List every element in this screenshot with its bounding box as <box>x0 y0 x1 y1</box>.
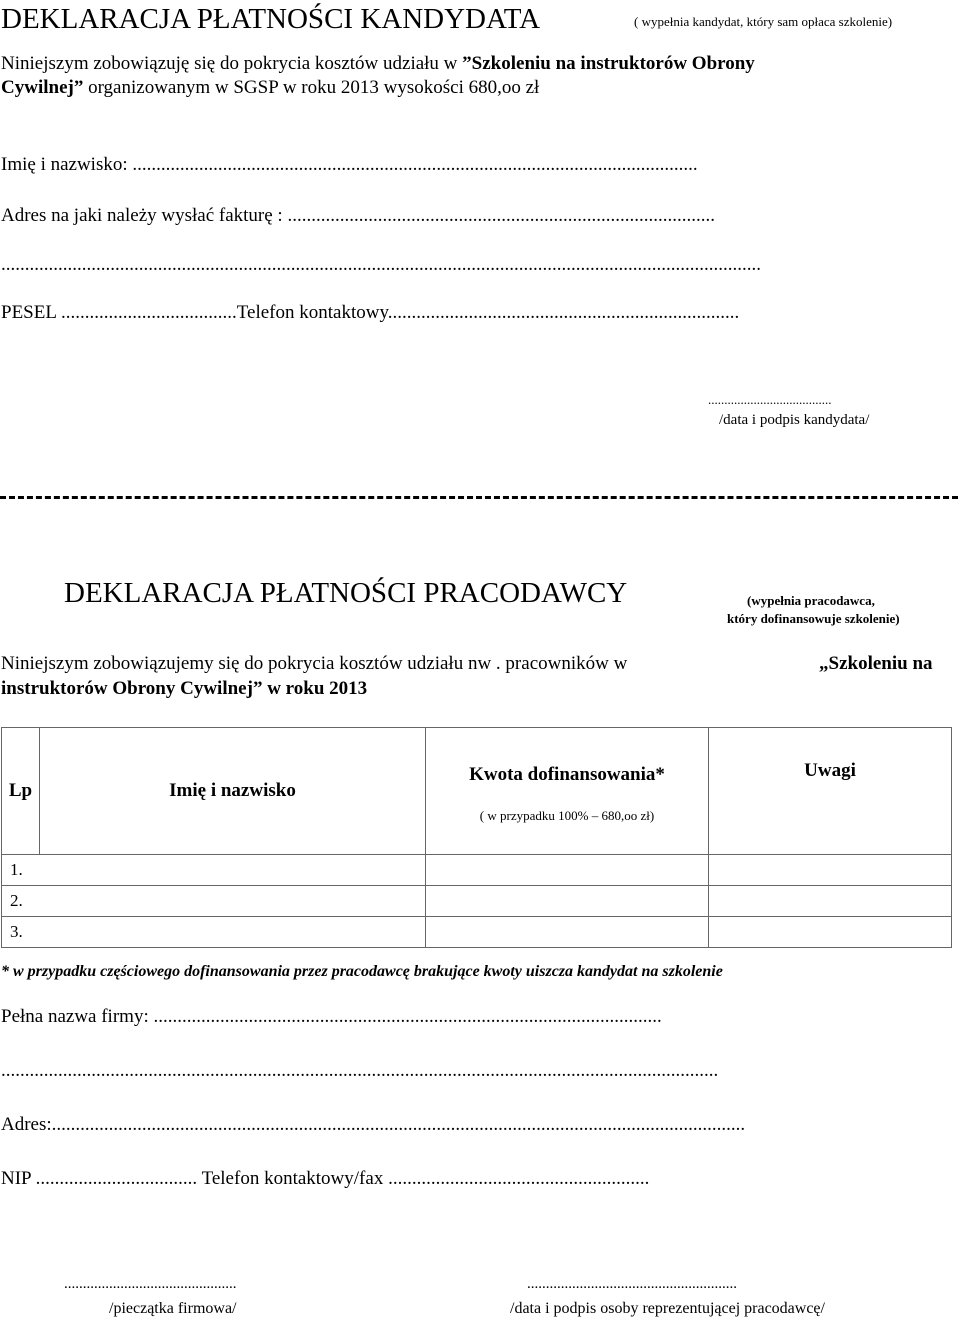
row-number: 3. <box>2 917 426 948</box>
candidate-title: DEKLARACJA PŁATNOŚCI KANDYDATA <box>1 3 541 35</box>
stamp-line: .............................................. <box>64 1276 237 1292</box>
candidate-signature-label: /data i podpis kandydata/ <box>719 412 870 428</box>
header-notes-cell <box>709 728 952 855</box>
header-name: Imię i nazwisko <box>40 728 426 855</box>
candidate-address-field[interactable]: Adres na jaki należy wysłać fakturę : .......................................................................................... <box>1 205 715 226</box>
employer-note-line1: (wypełnia pracodawca, <box>747 593 875 608</box>
candidate-pesel-phone-field[interactable]: PESEL .....................................Telefon kontaktowy.......................................................................... <box>1 302 740 323</box>
header-notes: Uwagi <box>804 760 856 781</box>
header-amount: Kwota dofinansowania* <box>469 764 665 785</box>
cut-line-divider <box>0 496 958 499</box>
employer-signature-line: ........................................................ <box>527 1276 737 1292</box>
candidate-intro-bold-2: Cywilnej” <box>1 77 84 98</box>
candidate-intro-line1 <box>1 53 755 75</box>
employer-signature-label: /data i podpis osoby reprezentującej pracodawcę/ <box>510 1300 825 1317</box>
company-name-field[interactable]: Pełna nazwa firmy: ........................................................................................................... <box>1 1006 662 1027</box>
header-amount-sub: ( w przypadku 100% – 680,oo zł) <box>479 808 655 823</box>
table-row <box>2 886 952 917</box>
row-notes-cell[interactable] <box>709 855 952 886</box>
candidate-intro-text: Niniejszym zobowiązuję się do pokrycia kosztów udziału w <box>1 53 458 74</box>
row-notes-cell[interactable] <box>709 886 952 917</box>
row-notes-cell[interactable] <box>709 917 952 948</box>
row-amount-cell[interactable] <box>426 855 709 886</box>
candidate-intro-line2 <box>1 77 539 99</box>
employer-intro-line2: instruktorów Obrony Cywilnej” w roku 2013 <box>1 678 368 699</box>
employer-note-line2: który dofinansowuje szkolenie) <box>727 611 900 626</box>
candidate-address-continuation[interactable]: ................................................................................................................................................................ <box>1 254 761 275</box>
header-amount-cell <box>426 728 709 855</box>
row-number: 2. <box>2 886 426 917</box>
employer-intro-bold: „Szkoleniu na <box>819 653 933 674</box>
employer-title: DEKLARACJA PŁATNOŚCI PRACODAWCY <box>64 577 628 609</box>
footnote: * w przypadku częściowego dofinansowania przez pracodawcę brakujące kwoty uiszcza kandydat na szkolenie <box>1 963 723 980</box>
row-amount-cell[interactable] <box>426 917 709 948</box>
candidate-signature-line: ...................................... <box>708 392 832 407</box>
employer-intro-line1 <box>1 653 627 675</box>
company-name-continuation[interactable]: ....................................................................................................................................................... <box>1 1060 719 1081</box>
row-number: 1. <box>2 855 426 886</box>
row-amount-cell[interactable] <box>426 886 709 917</box>
candidate-name-field[interactable]: Imię i nazwisko: ....................................................................................................................... <box>1 154 698 175</box>
nip-phone-field[interactable]: NIP .................................. Telefon kontaktowy/fax ....................................................... <box>1 1168 650 1189</box>
candidate-intro-bold: ”Szkoleniu na instruktorów Obrony <box>462 53 755 74</box>
candidate-note: ( wypełnia kandydat, który sam opłaca szkolenie) <box>634 14 893 29</box>
candidate-intro-rest: organizowanym w SGSP w roku 2013 wysokości 680,oo zł <box>83 77 540 98</box>
employee-table-header-row <box>2 728 952 855</box>
header-lp: Lp <box>2 728 40 855</box>
employee-table <box>1 727 952 948</box>
table-row <box>2 917 952 948</box>
employer-intro-text: Niniejszym zobowiązujemy się do pokrycia kosztów udziału nw . pracowników w <box>1 653 628 674</box>
company-address-field[interactable]: Adres:.................................................................................................................................................. <box>1 1114 746 1135</box>
stamp-label: /pieczątka firmowa/ <box>109 1300 237 1317</box>
table-row <box>2 855 952 886</box>
